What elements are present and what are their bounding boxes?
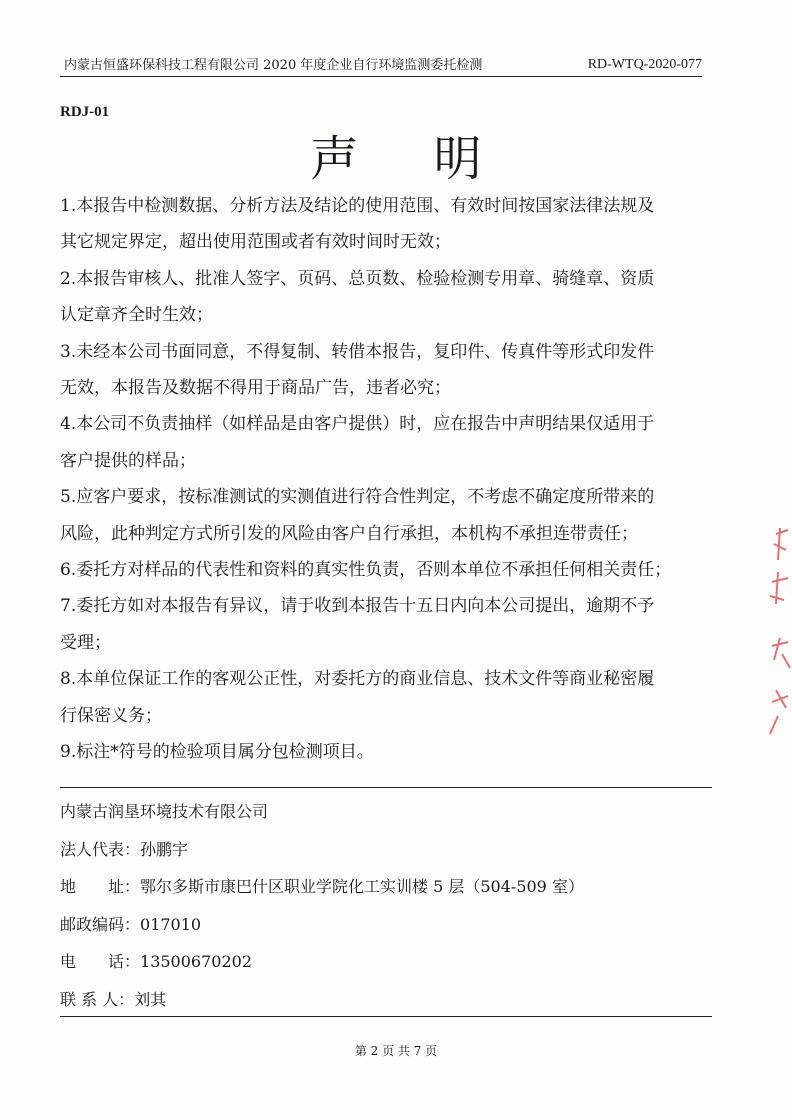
- divider-bottom: [60, 1016, 712, 1017]
- clause-line: 8.本单位保证工作的客观公正性，对委托方的商业信息、技术文件等商业秘密履: [60, 669, 655, 690]
- clause-line: 行保密义务；: [60, 705, 162, 726]
- divider-top: [60, 787, 712, 788]
- contact-label: 联 系 人：: [60, 989, 135, 1009]
- address-label-1: 地: [60, 877, 77, 897]
- contact-row: [60, 981, 712, 1019]
- seam-stamp-fragment: [766, 520, 792, 750]
- clause-line: 4.本公司不负责抽样（如样品是由客户提供）时，应在报告中声明结果仅适用于: [60, 414, 655, 435]
- phone-value: 13500670202: [140, 952, 252, 972]
- clause-7: [60, 588, 720, 661]
- clause-line: 1.本报告中检测数据、分析方法及结论的使用范围、有效时间按国家法律法规及: [60, 196, 655, 216]
- clause-2: [60, 261, 720, 334]
- legal-rep-value: 孙鹏宇: [140, 839, 189, 859]
- clause-6: [60, 552, 720, 588]
- clause-1: [60, 188, 720, 261]
- document-code: RDJ-01: [60, 104, 110, 120]
- clause-line: 5.应客户要求，按标准测试的实测值进行符合性判定，不考虑不确定度所带来的: [60, 487, 655, 508]
- page-header: [60, 52, 702, 77]
- clause-line: 风险，此种判定方式所引发的风险由客户自行承担，本机构不承担连带责任；: [60, 523, 638, 544]
- address-row: [60, 868, 712, 906]
- phone-label-1: 电: [60, 952, 77, 972]
- page-number: 第 2 页 共 7 页: [354, 1044, 438, 1058]
- clause-line: 2.本报告审核人、批准人签字、页码、总页数、检验检测专用章、骑缝章、资质: [60, 268, 655, 289]
- clause-line: 9.标注*符号的检验项目属分包检测项目。: [60, 742, 374, 763]
- postcode-row: [60, 906, 712, 944]
- clause-3: [60, 334, 720, 407]
- header-title: 内蒙古恒盛环保科技工程有限公司 2020 年度企业自行环境监测委托检测: [64, 58, 483, 73]
- clause-8: [60, 661, 720, 734]
- clause-line: 6.委托方对样品的代表性和资料的真实性负责，否则本单位不承担任何相关责任；: [60, 560, 672, 581]
- company-name-row: [60, 793, 712, 831]
- report-number: RD-WTQ-2020-077: [587, 57, 702, 72]
- clause-line: 其它规定界定，超出使用范围或者有效时间时无效；: [60, 232, 451, 253]
- company-info: [60, 793, 712, 1019]
- postcode-value: 017010: [140, 914, 202, 934]
- clause-line: 7.委托方如对本报告有异议，请于收到本报告十五日内向本公司提出，逾期不予: [60, 596, 655, 617]
- clause-4: [60, 406, 720, 479]
- address-value: 鄂尔多斯市康巴什区职业学院化工实训楼 5 层（504-509 室）: [140, 877, 584, 897]
- clause-line: 受理；: [60, 632, 111, 653]
- phone-row: [60, 943, 712, 981]
- company-name: 内蒙古润垦环境技术有限公司: [60, 802, 269, 821]
- clause-line: 无效，本报告及数据不得用于商品广告，违者必究；: [60, 378, 451, 399]
- clause-line: 客户提供的样品；: [60, 450, 196, 471]
- legal-rep-label: 法人代表：: [60, 839, 141, 859]
- phone-label-2: 话：: [108, 952, 141, 972]
- clause-9: [60, 734, 720, 770]
- clause-line: 认定章齐全时生效；: [60, 305, 213, 326]
- address-label-2: 址：: [108, 877, 141, 897]
- contact-value: 刘其: [134, 989, 167, 1009]
- clause-5: [60, 479, 720, 552]
- page-title: 声 明: [310, 131, 512, 187]
- clause-line: 3.未经本公司书面同意，不得复制、转借本报告，复印件、传真件等形式印发件: [60, 341, 655, 362]
- legal-rep-row: [60, 831, 712, 869]
- statement-clauses: [60, 188, 720, 771]
- postcode-label: 邮政编码：: [60, 914, 141, 934]
